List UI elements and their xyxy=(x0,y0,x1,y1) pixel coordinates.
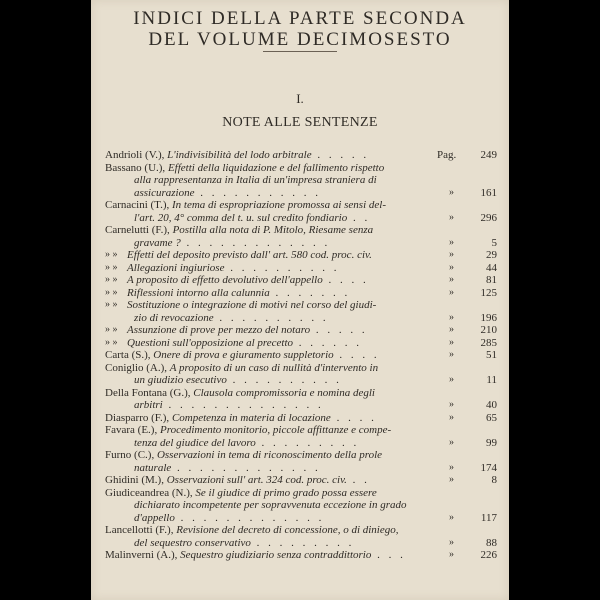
page-header xyxy=(91,8,509,50)
leader-dots: . . xyxy=(347,211,371,224)
index-line xyxy=(91,224,509,237)
ditto-mark: » » xyxy=(105,249,118,260)
index-line xyxy=(91,387,509,400)
entry-text xyxy=(134,237,330,250)
page-value: 99 xyxy=(486,436,497,449)
index-line xyxy=(91,187,509,200)
entry-text xyxy=(134,499,407,512)
entry-title: Assunzione di prove per mezzo del notaro xyxy=(127,324,311,336)
entry-title: Revisione del decreto di concessione, o di diniego, xyxy=(176,524,399,536)
leader-dots: . . . . . . . . . . . . . xyxy=(171,461,321,474)
entry-text xyxy=(105,424,391,437)
entry-title: gravame ? xyxy=(134,236,181,249)
leader-dots: . . . . . . . . . . . . . . xyxy=(162,399,324,411)
entry-text xyxy=(127,274,369,287)
page-prefix: » xyxy=(449,249,454,260)
entry-author: Furno (C.), xyxy=(105,449,157,461)
section-title: NOTE ALLE SENTENZE xyxy=(222,115,378,130)
page-value: 40 xyxy=(486,399,497,411)
index-line xyxy=(91,524,509,537)
index-line xyxy=(91,324,509,337)
entry-title: Competenza in materia di locazione xyxy=(171,411,331,424)
page-prefix: » xyxy=(449,374,454,385)
entry-author: Ghidini (M.), xyxy=(105,474,167,486)
ditto-mark: » » xyxy=(105,324,118,335)
page-value: 88 xyxy=(486,536,497,549)
leader-dots: . . . . . . . . . xyxy=(255,436,360,449)
page-value: 249 xyxy=(480,149,497,161)
entry-title: naturale xyxy=(134,461,172,474)
index-line xyxy=(91,512,509,525)
header-rule xyxy=(263,51,337,52)
leader-dots: . . . . . . . xyxy=(269,286,351,299)
index-line xyxy=(91,449,509,462)
leader-dots: . . . . xyxy=(322,274,369,286)
entry-title: zio di revocazione xyxy=(134,311,214,324)
entry-title: Sequestro giudiziario senza contraddittorio xyxy=(180,549,372,561)
section-number: I. xyxy=(296,91,304,106)
entry-title: tenza del giudice del lavoro xyxy=(134,436,256,449)
entry-text xyxy=(105,474,370,487)
page-prefix: » xyxy=(449,536,454,548)
entry-text xyxy=(134,312,329,325)
index-line xyxy=(91,174,509,187)
ditto-mark: » » xyxy=(105,336,118,348)
index-line xyxy=(91,312,509,325)
index-line xyxy=(91,412,509,425)
page-prefix: Pag. xyxy=(437,149,457,161)
page-prefix: » xyxy=(449,399,454,410)
entry-title: Clausola compromissoria e nomina degli xyxy=(193,386,375,399)
index-line xyxy=(91,237,509,250)
entry-text xyxy=(134,537,354,550)
index-line xyxy=(91,274,509,287)
index-line xyxy=(91,399,509,412)
leader-dots: . . . . . . . . . . xyxy=(226,374,342,386)
index-line xyxy=(91,299,509,312)
entry-text xyxy=(134,399,324,412)
header-line-1: INDICI DELLA PARTE SECONDA xyxy=(133,8,467,29)
page-value: 5 xyxy=(491,236,497,249)
entry-text xyxy=(127,337,362,350)
page-value: 51 xyxy=(486,349,497,361)
entry-title: del sequestro conservativo xyxy=(134,536,251,549)
index-line xyxy=(91,162,509,175)
page-prefix: » xyxy=(449,411,454,423)
page-prefix: » xyxy=(449,261,454,273)
document-page xyxy=(91,0,509,600)
leader-dots: . . . . . . . . . xyxy=(250,536,355,549)
entry-author: Della Fontana (G.), xyxy=(105,386,194,399)
leader-dots: . . . . . xyxy=(310,324,368,336)
entry-text xyxy=(134,462,321,475)
entry-author: Diasparro (F.), xyxy=(105,411,172,424)
index-line xyxy=(91,437,509,450)
entry-text xyxy=(105,162,384,175)
leader-dots: . . . . . xyxy=(311,149,370,161)
entry-title: arbitri xyxy=(134,399,163,411)
entry-text xyxy=(127,299,376,312)
page-value: 8 xyxy=(491,474,497,486)
entry-text xyxy=(134,187,321,200)
entry-author: Carnacini (T.), xyxy=(105,199,172,211)
page-prefix: » xyxy=(449,324,454,335)
entry-title: In tema di espropriazione promossa ai sensi del- xyxy=(172,199,386,211)
entry-title: Postilla alla nota di P. Mitolo, Riesame senza xyxy=(172,224,374,236)
entry-text xyxy=(105,349,380,362)
entry-title: Osservazioni sull' art. 324 cod. proc. civ. xyxy=(166,474,347,486)
leader-dots: . . . . . . . . . . xyxy=(224,261,340,274)
leader-dots: . . . . . . xyxy=(293,336,363,349)
entry-title: Effetti della liquidazione e del fallimento rispetto xyxy=(167,161,385,174)
page-value: 174 xyxy=(480,461,497,474)
page-prefix: » xyxy=(449,349,454,360)
entry-title: Onere di prova e giuramento suppletorio xyxy=(153,349,334,361)
ditto-mark: » » xyxy=(105,261,118,273)
page-prefix: » xyxy=(449,549,454,560)
index-line xyxy=(91,212,509,225)
index-line xyxy=(91,462,509,475)
page-value: 29 xyxy=(486,249,497,261)
page-value: 285 xyxy=(480,336,497,349)
page-prefix: » xyxy=(449,511,454,523)
entry-text xyxy=(105,387,375,400)
page-value: 161 xyxy=(480,186,497,199)
entry-title: L'indivisibilità del lodo arbitrale xyxy=(167,149,312,161)
leader-dots: . . . . xyxy=(333,349,380,361)
entry-text xyxy=(105,149,369,162)
entry-text xyxy=(105,362,378,375)
page-prefix: » xyxy=(449,436,454,448)
page-prefix: » xyxy=(449,461,454,473)
page-prefix: » xyxy=(449,286,454,298)
entry-title: Effetti del deposito previsto dall' art. 580 cod. proc. civ. xyxy=(127,249,372,261)
page-value: 81 xyxy=(486,274,497,286)
entry-title: A proposito di effetto devolutivo dell'appello xyxy=(127,274,323,286)
index-line xyxy=(91,549,509,562)
index-line xyxy=(91,374,509,387)
page-value: 210 xyxy=(480,324,497,336)
entry-title: alla rappresentanza in Italia di un'impresa straniera di xyxy=(134,174,377,186)
leader-dots: . . . . . . . . . . . . . xyxy=(180,236,331,249)
ditto-mark: » » xyxy=(105,286,118,298)
entry-author: Carnelutti (F.), xyxy=(105,224,173,236)
entry-text xyxy=(127,324,368,337)
leader-dots: . . . . xyxy=(330,411,377,424)
index-line xyxy=(91,424,509,437)
entry-author: Bassano (U.), xyxy=(105,161,168,174)
entry-title: Procedimento monitorio, piccole affittanze e compe- xyxy=(159,424,392,436)
entry-title: A proposito di un caso di nullità d'intervento in xyxy=(169,361,379,374)
entry-title: d'appello xyxy=(134,511,175,524)
entry-text xyxy=(105,524,399,537)
header-line-2: DEL VOLUME DECIMOSESTO xyxy=(148,29,452,50)
index-line xyxy=(91,349,509,362)
page-prefix: » xyxy=(449,186,454,198)
index-line xyxy=(91,249,509,262)
index-line xyxy=(91,487,509,500)
entry-text xyxy=(134,512,324,525)
leader-dots: . . . . . . . . . . xyxy=(213,311,329,324)
page-value: 44 xyxy=(486,261,497,274)
index-line xyxy=(91,287,509,300)
page-value: 226 xyxy=(480,549,497,561)
page-value: 11 xyxy=(486,374,497,386)
entry-author: Lancellotti (F.), xyxy=(105,524,177,536)
page-prefix: » xyxy=(449,336,454,348)
leader-dots: . . xyxy=(346,474,370,486)
entry-text xyxy=(134,174,377,187)
page-prefix: » xyxy=(449,211,454,223)
entry-title: assicurazione xyxy=(134,186,195,199)
leader-dots: . . . . . . . . . . . . . xyxy=(174,511,325,524)
leader-dots: . . . . . . . . . . . xyxy=(194,186,321,199)
ditto-mark: » » xyxy=(105,274,118,285)
entry-text xyxy=(105,199,386,212)
entry-author: Andrioli (V.), xyxy=(105,149,168,161)
entry-author: Favara (E.), xyxy=(105,424,160,436)
page-value: 296 xyxy=(480,211,497,224)
page-prefix: » xyxy=(449,274,454,285)
entry-author: Giudiceandrea (N.), xyxy=(105,486,196,499)
entry-text xyxy=(105,549,406,562)
index-line xyxy=(91,362,509,375)
entry-title: Se il giudice di primo grado possa essere xyxy=(195,486,377,499)
page-value: 196 xyxy=(480,311,497,324)
entry-title: un giudizio esecutivo xyxy=(134,374,227,386)
entry-text xyxy=(127,287,350,300)
index-line xyxy=(91,474,509,487)
entry-text xyxy=(127,262,339,275)
entry-text xyxy=(105,224,373,237)
page-prefix: » xyxy=(449,474,454,485)
entry-title: l'art. 20, 4° comma del t. u. sul credito fondiario xyxy=(134,211,348,224)
entry-title: dichiarato incompetente per sopravvenuta eccezione in grado xyxy=(134,499,407,511)
page-prefix: » xyxy=(449,236,454,248)
page-prefix: » xyxy=(449,311,454,323)
entry-text xyxy=(134,212,370,225)
entry-text xyxy=(105,487,377,500)
entry-title: Sostituzione o integrazione di motivi nel corso del giudi- xyxy=(127,299,377,311)
entry-text xyxy=(134,437,359,450)
entry-text xyxy=(105,449,382,462)
entry-author: Malinverni (A.), xyxy=(105,549,181,561)
leader-dots: . . . xyxy=(371,549,406,561)
entry-title: Riflessioni intorno alla calunnia xyxy=(127,286,270,299)
index-entries xyxy=(91,149,509,562)
index-line xyxy=(91,262,509,275)
entry-title: Allegazioni ingiuriose xyxy=(127,261,225,274)
entry-title: Osservazioni in tema di riconoscimento della prole xyxy=(156,449,383,461)
entry-text xyxy=(105,412,377,425)
index-line xyxy=(91,199,509,212)
entry-author: Coniglio (A.), xyxy=(105,361,170,374)
entry-author: Carta (S.), xyxy=(105,349,154,361)
entry-text xyxy=(134,374,342,387)
index-line xyxy=(91,337,509,350)
entry-text xyxy=(127,249,372,262)
entry-title: Questioni sull'opposizione al precetto xyxy=(127,336,294,349)
ditto-mark: » » xyxy=(105,299,118,310)
index-line xyxy=(91,499,509,512)
page-value: 125 xyxy=(480,286,497,299)
index-line xyxy=(91,149,509,162)
page-value: 117 xyxy=(480,511,497,524)
page-value: 65 xyxy=(486,411,497,424)
index-line xyxy=(91,537,509,550)
